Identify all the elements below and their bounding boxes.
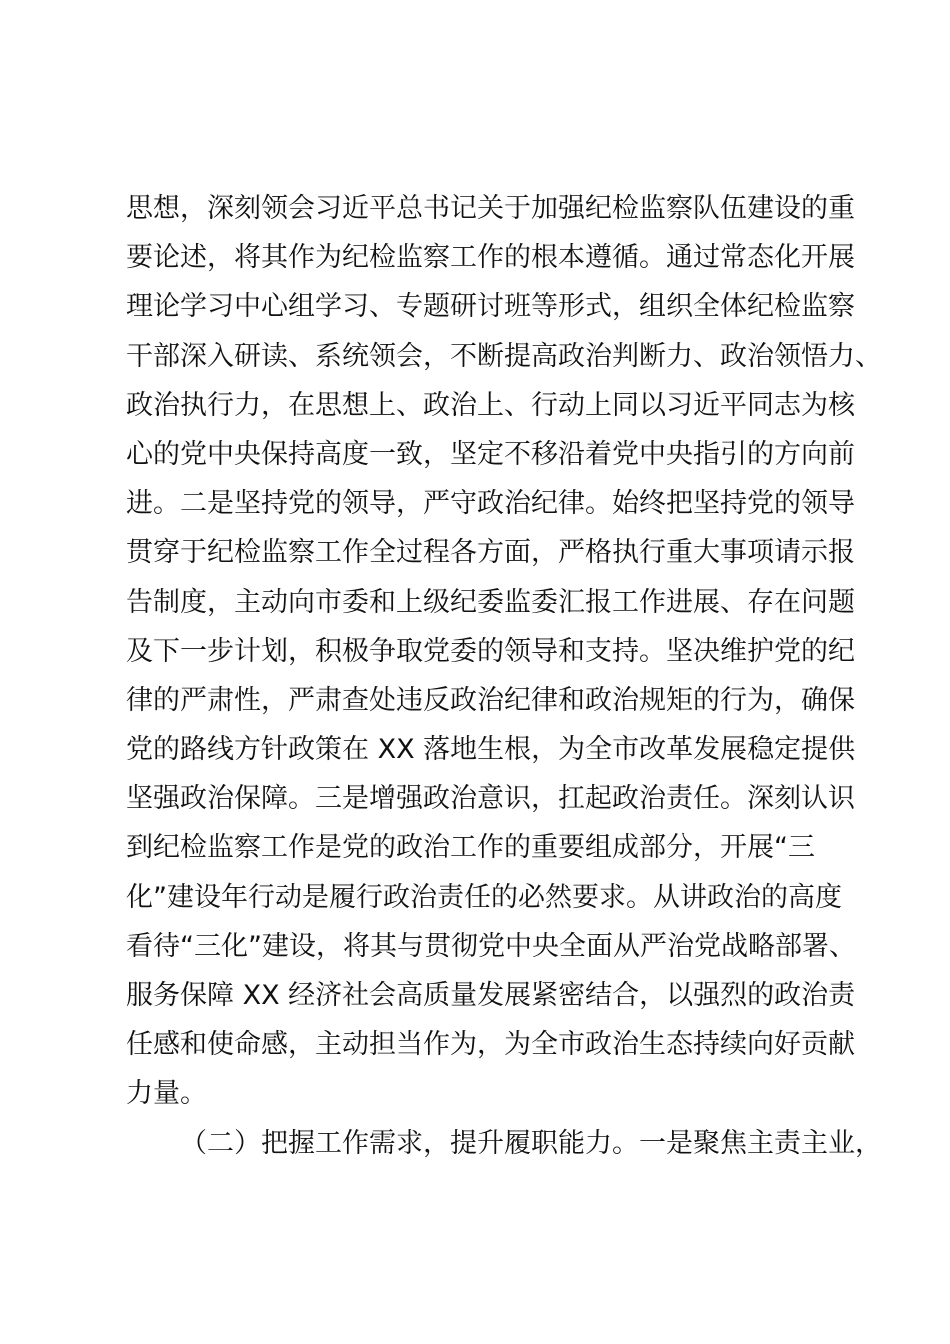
text-line: 坚强政治保障。三是增强政治意识，扛起政治责任。深刻认识 — [126, 783, 855, 815]
text-line: 党的路线方针政策在 XX 落地生根，为全市改革发展稳定提供 — [126, 734, 856, 766]
text-line: 进。二是坚持党的领导，严守政治纪律。始终把坚持党的领导 — [126, 488, 855, 520]
text-line: 到纪检监察工作是党的政治工作的重要组成部分，开展“三 — [126, 832, 815, 864]
text-line: 告制度，主动向市委和上级纪委监委汇报工作进展、存在问题 — [126, 586, 855, 618]
section-heading-line: （二）把握工作需求，提升履职能力。一是聚焦主责主业， — [180, 1127, 882, 1159]
text-line: 看待“三化”建设，将其与贯彻党中央全面从严治党战略部署、 — [126, 930, 856, 962]
text-line: 干部深入研读、系统领会，不断提高政治判断力、政治领悟力、 — [126, 340, 882, 372]
text-line: 服务保障 XX 经济社会高质量发展紧密结合，以强烈的政治责 — [126, 980, 856, 1011]
text-line: 任感和使命感，主动担当作为，为全市政治生态持续向好贡献 — [126, 1029, 855, 1061]
text-line: 要论述，将其作为纪检监察工作的根本遵循。通过常态化开展 — [126, 242, 855, 274]
text-line: 律的严肃性，严肃查处违反政治纪律和政治规矩的行为，确保 — [126, 684, 855, 716]
text-line: 贯穿于纪检监察工作全过程各方面，严格执行重大事项请示报 — [126, 537, 855, 569]
text-line: 政治执行力，在思想上、政治上、行动上同以习近平同志为核 — [126, 389, 855, 421]
text-line: 化”建设年行动是履行政治责任的必然要求。从讲政治的高度 — [126, 881, 842, 913]
text-line: 力量。 — [126, 1078, 207, 1110]
text-line: 及下一步计划，积极争取党委的领导和支持。坚决维护党的纪 — [126, 635, 855, 667]
text-line: 理论学习中心组学习、专题研讨班等形式，组织全体纪检监察 — [126, 291, 855, 323]
body-text — [126, 184, 882, 1168]
text-line: 思想，深刻领会习近平总书记关于加强纪检监察队伍建设的重 — [126, 193, 855, 224]
text-line: 心的党中央保持高度一致，坚定不移沿着党中央指引的方向前 — [126, 438, 855, 470]
